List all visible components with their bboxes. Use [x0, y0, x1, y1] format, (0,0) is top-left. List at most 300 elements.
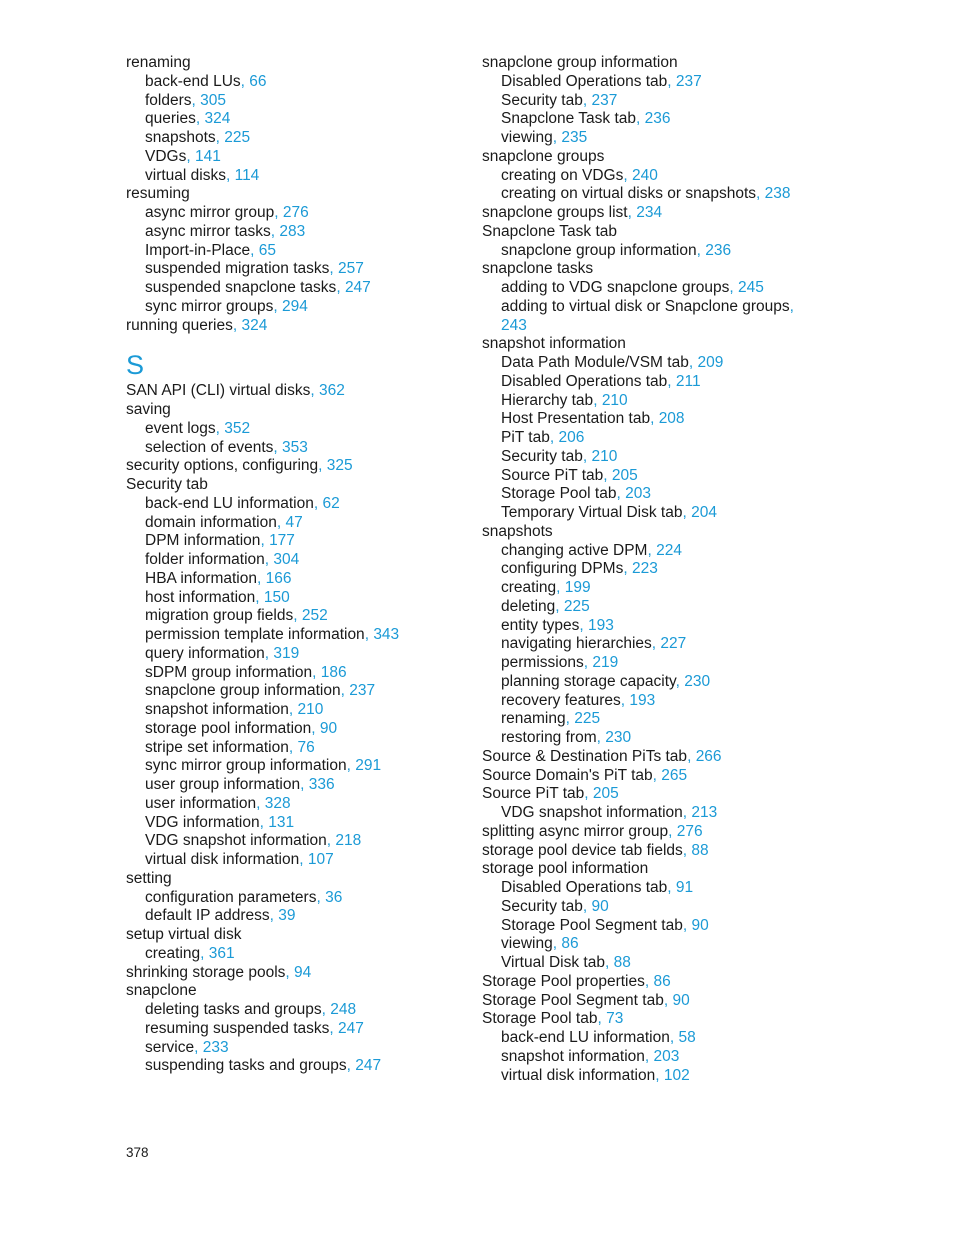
page-link[interactable]: 90 [672, 991, 690, 1009]
page-link[interactable]: 257 [338, 260, 364, 278]
index-term: sync mirror group information [145, 757, 347, 775]
page-separator: , [682, 841, 692, 859]
index-entry [482, 992, 922, 1011]
page-separator: , [346, 1057, 356, 1075]
index-subentry [482, 617, 922, 636]
page-separator: , [326, 832, 336, 850]
index-term: recovery features [501, 691, 621, 709]
index-subentry [126, 167, 456, 186]
page-link[interactable]: 238 [764, 185, 791, 203]
index-term: SAN API (CLI) virtual disks [126, 382, 311, 400]
page-link[interactable]: 205 [592, 785, 619, 803]
index-subentry [482, 392, 922, 411]
page-link[interactable]: 193 [629, 691, 656, 709]
page-separator: , [668, 822, 677, 840]
page-link[interactable]: 210 [601, 391, 628, 409]
page-link[interactable]: 65 [258, 241, 276, 259]
page-separator: , [336, 279, 345, 296]
index-entry [126, 926, 456, 945]
page-separator: , [256, 794, 265, 812]
index-term: Snapclone Task tab [501, 110, 637, 128]
page-link[interactable]: 86 [653, 972, 671, 990]
page-link[interactable]: 328 [264, 794, 291, 812]
page-link[interactable]: 361 [208, 944, 235, 962]
index-subentry [482, 654, 922, 673]
index-term: Storage Pool Segment tab [501, 916, 683, 934]
index-subentry [126, 298, 456, 317]
index-term: configuring DPMs [501, 560, 624, 578]
page-link[interactable]: 325 [326, 457, 353, 475]
index-term: domain information [145, 513, 277, 531]
page-separator: , [549, 429, 559, 446]
index-entry [126, 382, 456, 401]
page-separator: , [655, 1066, 664, 1084]
index-entry [482, 785, 922, 804]
index-term: folder information [145, 551, 265, 568]
index-entry [482, 204, 922, 223]
page-separator: , [663, 991, 673, 1009]
page-link[interactable]: 304 [273, 551, 300, 568]
index-term: snapclone tasks [482, 260, 594, 278]
index-term: Source PiT tab [482, 785, 585, 803]
page-link[interactable]: 224 [656, 541, 682, 559]
page-link[interactable]: 90 [319, 719, 338, 737]
page-link[interactable]: 205 [611, 466, 638, 484]
index-subentry [482, 167, 922, 186]
index-term: creating on VDGs [501, 166, 624, 184]
index-term: snapshot information [145, 701, 289, 718]
index-term: snapclone group information [501, 241, 697, 259]
index-term: service [145, 1038, 195, 1056]
page-separator: , [346, 757, 356, 775]
index-entry [482, 767, 922, 786]
page-link[interactable]: 343 [373, 626, 400, 643]
page-separator: , [582, 447, 592, 465]
index-term: VDG information [145, 813, 260, 831]
page-link[interactable]: 219 [592, 654, 619, 671]
page-link[interactable]: 362 [318, 382, 345, 400]
page-link[interactable]: 114 [234, 166, 260, 184]
index-term: async mirror group [145, 204, 275, 221]
index-term: snapclone groups [482, 147, 605, 165]
index-term: snapclone group information [482, 54, 678, 71]
page-link[interactable]: 36 [325, 888, 343, 906]
page-separator: , [789, 297, 794, 315]
page-separator: , [259, 813, 269, 831]
page-link[interactable]: 237 [349, 682, 376, 700]
page-separator: , [565, 710, 575, 728]
index-subentry [482, 485, 922, 504]
index-subentry [126, 204, 456, 223]
index-subentry [126, 832, 456, 851]
index-term: permission template information [145, 626, 365, 643]
index-term: suspended snapclone tasks [145, 279, 337, 296]
index-subentry [126, 776, 456, 795]
index-term: Hierarchy tab [501, 391, 594, 409]
page-link[interactable]: 90 [591, 897, 609, 915]
page-link[interactable]: 76 [297, 738, 315, 756]
page-separator: , [652, 766, 662, 784]
index-term: PiT tab [501, 429, 550, 446]
index-term: folders [145, 91, 192, 109]
index-subentry [482, 185, 922, 204]
page-separator: , [318, 457, 327, 475]
page-link[interactable]: 243 [501, 316, 527, 334]
index-subentry [126, 110, 456, 129]
page-link[interactable]: 265 [661, 766, 688, 784]
index-subentry [482, 279, 922, 298]
index-term: Storage Pool tab [482, 1010, 598, 1028]
index-term: Temporary Virtual Disk tab [501, 504, 683, 521]
page-separator: , [616, 485, 626, 503]
index-subentry [482, 917, 922, 936]
page-separator: , [620, 691, 630, 709]
index-section-letter: S [126, 350, 145, 381]
page-separator: , [288, 738, 298, 756]
index-term: suspending tasks and groups [145, 1057, 347, 1075]
index-subentry [126, 1001, 456, 1020]
index-subentry [126, 439, 456, 458]
index-term: event logs [145, 419, 216, 437]
index-subentry [482, 504, 922, 523]
page-link[interactable]: 225 [563, 597, 590, 615]
index-subentry [482, 448, 922, 467]
page-link[interactable]: 88 [691, 841, 709, 859]
page-separator: , [667, 72, 676, 90]
page-link[interactable]: 276 [282, 204, 309, 221]
page-separator: , [552, 129, 562, 146]
page-separator: , [555, 597, 564, 615]
page-link[interactable]: 230 [605, 729, 632, 746]
page-link[interactable]: 237 [675, 72, 702, 90]
page-link[interactable]: 166 [265, 569, 292, 587]
index-subentry [126, 514, 456, 533]
index-term: async mirror tasks [145, 222, 271, 240]
page-link[interactable]: 102 [663, 1066, 690, 1084]
index-term: query information [145, 644, 265, 662]
index-subentry [126, 1020, 456, 1039]
index-subentry [482, 467, 922, 486]
page-separator: , [276, 513, 286, 531]
page-separator: , [329, 1019, 339, 1037]
index-term: snapclone group information [145, 682, 341, 700]
page-separator: , [273, 297, 282, 315]
page-separator: , [312, 663, 321, 681]
index-subentry [126, 589, 456, 608]
page-separator: , [340, 682, 350, 700]
index-term: navigating hierarchies [501, 635, 652, 653]
index-column-left [126, 54, 456, 1076]
index-term: Source PiT tab [501, 466, 604, 484]
index-term: stripe set information [145, 738, 289, 756]
page-link[interactable]: 230 [684, 672, 711, 690]
index-term: DPM information [145, 532, 261, 550]
index-term: permissions [501, 654, 584, 671]
index-subentry [482, 242, 922, 261]
page-link[interactable]: 203 [625, 485, 651, 503]
page-link[interactable]: 141 [194, 147, 221, 165]
page-link[interactable]: 39 [278, 907, 296, 925]
index-subentry [126, 907, 456, 926]
index-subentry [126, 148, 456, 167]
index-subentry [126, 420, 456, 439]
page-link[interactable]: 266 [695, 747, 722, 765]
page-link[interactable]: 86 [561, 935, 579, 953]
page-link[interactable]: 204 [691, 504, 717, 521]
index-term: viewing [501, 935, 553, 953]
page-separator: , [264, 551, 274, 568]
page-link[interactable]: 245 [737, 279, 764, 296]
page-link[interactable]: 91 [675, 879, 694, 896]
page-link[interactable]: 252 [301, 607, 328, 625]
page-link[interactable]: 233 [202, 1038, 229, 1056]
index-term: changing active DPM [501, 541, 648, 559]
index-subentry [482, 579, 922, 598]
page-link[interactable]: 186 [320, 663, 347, 681]
index-entry [126, 457, 456, 476]
page-link[interactable]: 203 [653, 1047, 680, 1065]
page-link[interactable]: 276 [676, 822, 703, 840]
page-link[interactable]: 283 [279, 222, 306, 240]
index-term: virtual disks [145, 166, 226, 184]
index-entry [126, 964, 456, 983]
page-separator: , [270, 222, 280, 240]
page-link[interactable]: 208 [658, 410, 685, 428]
page-separator: , [669, 1029, 679, 1046]
index-term: VDG snapshot information [145, 832, 327, 850]
page-separator: , [675, 672, 685, 690]
index-subentry [482, 598, 922, 617]
index-term: Storage Pool tab [501, 485, 617, 503]
page-link[interactable]: 62 [322, 494, 340, 512]
page-separator: , [636, 110, 645, 128]
index-term: running queries [126, 316, 233, 334]
page-link[interactable]: 73 [606, 1010, 624, 1028]
index-subentry [126, 129, 456, 148]
page-separator: , [215, 129, 225, 146]
index-subentry [126, 739, 456, 758]
index-term: storage pool information [145, 719, 312, 737]
page-separator: , [729, 279, 738, 296]
index-subentry [126, 682, 456, 701]
index-term: storage pool device tab fields [482, 841, 683, 859]
page-link[interactable]: 210 [591, 447, 618, 465]
page-separator: , [644, 1047, 654, 1065]
page-link[interactable]: 107 [307, 851, 334, 868]
page-link[interactable]: 90 [691, 916, 709, 934]
page-link[interactable]: 324 [241, 316, 268, 334]
page-separator: , [688, 354, 698, 371]
index-term: restoring from [501, 729, 597, 746]
index-subentry [126, 645, 456, 664]
page-link[interactable]: 235 [561, 129, 588, 146]
index-term: creating on virtual disks or snapshots [501, 185, 757, 203]
page-separator: , [604, 954, 614, 971]
page-separator: , [273, 438, 283, 456]
page-link[interactable]: 209 [697, 354, 724, 371]
page-separator: , [627, 204, 637, 221]
index-subentry [482, 410, 922, 429]
page-link[interactable]: 211 [675, 372, 701, 390]
page-link[interactable]: 247 [344, 279, 371, 296]
index-subentry [126, 532, 456, 551]
index-subentry [482, 729, 922, 748]
page-link[interactable]: 248 [330, 1001, 357, 1018]
page-link[interactable]: 213 [691, 804, 718, 821]
page-link[interactable]: 236 [644, 110, 671, 128]
page-link[interactable]: 227 [660, 635, 687, 653]
page-link[interactable]: 199 [564, 579, 591, 596]
index-entry [482, 335, 922, 354]
index-subentry [126, 626, 456, 645]
index-subentry [126, 551, 456, 570]
index-subentry [126, 223, 456, 242]
index-term: snapshots [145, 129, 216, 146]
page-link[interactable]: 94 [294, 963, 312, 981]
page-link[interactable]: 210 [297, 701, 324, 718]
page-separator: , [582, 91, 592, 109]
index-term: user information [145, 794, 257, 812]
index-entry [482, 523, 922, 542]
index-subentry [482, 373, 922, 392]
page-separator: , [293, 607, 302, 625]
page-link[interactable]: 225 [574, 710, 601, 728]
index-term: back-end LU information [145, 494, 314, 512]
index-subentry [126, 720, 456, 739]
page-separator: , [257, 569, 266, 587]
index-term: adding to virtual disk or Snapclone groups [501, 297, 790, 315]
page-separator: , [596, 729, 606, 746]
page-link[interactable]: 177 [269, 532, 295, 550]
index-subentry [126, 664, 456, 683]
index-term: HBA information [145, 569, 257, 587]
page-separator: , [667, 372, 676, 390]
page-link[interactable]: 193 [588, 616, 614, 634]
index-subentry [126, 757, 456, 776]
index-term: storage pool information [482, 860, 649, 878]
page-separator: , [195, 110, 205, 128]
page-separator: , [682, 504, 692, 521]
page-separator: , [682, 804, 692, 821]
index-subentry [482, 542, 922, 561]
index-term: deleting tasks and groups [145, 1001, 322, 1018]
page-separator: , [556, 579, 565, 596]
page-link[interactable]: 225 [224, 129, 251, 146]
index-subentry [482, 635, 922, 654]
index-term: splitting async mirror group [482, 822, 669, 840]
index-subentry [126, 92, 456, 111]
index-entry [126, 54, 456, 73]
page-link[interactable]: 236 [705, 241, 732, 259]
index-term: sDPM group information [145, 663, 313, 681]
page-separator: , [696, 241, 706, 259]
page-link[interactable]: 305 [200, 91, 227, 109]
page-link[interactable]: 66 [249, 72, 267, 90]
index-term: Storage Pool Segment tab [482, 991, 664, 1009]
page-link[interactable]: 336 [308, 776, 335, 793]
page-separator: , [650, 410, 659, 428]
page-link[interactable]: 247 [338, 1019, 364, 1037]
index-column-right [482, 54, 922, 1085]
index-term: setup virtual disk [126, 926, 242, 943]
index-term: Data Path Module/VSM tab [501, 354, 689, 371]
page-link[interactable]: 240 [631, 166, 658, 184]
page-separator: , [250, 241, 259, 259]
page-separator: , [300, 776, 309, 793]
page-separator: , [321, 1001, 331, 1018]
index-term: Host Presentation tab [501, 410, 651, 428]
page-separator: , [582, 897, 592, 915]
index-subentry [126, 607, 456, 626]
page-link[interactable]: 319 [273, 644, 300, 662]
index-term: queries [145, 110, 196, 128]
page-link[interactable]: 206 [558, 429, 585, 446]
page-separator: , [583, 654, 593, 671]
index-term: deleting [501, 597, 556, 615]
index-entry [482, 260, 922, 279]
index-entry [482, 748, 922, 767]
page-link[interactable]: 88 [613, 954, 631, 971]
page-link[interactable]: 234 [636, 204, 663, 221]
index-term: suspended migration tasks [145, 260, 330, 278]
page-separator: , [623, 560, 632, 578]
page-link[interactable]: 150 [263, 588, 290, 606]
index-entry [126, 401, 456, 420]
page-link[interactable]: 352 [224, 419, 251, 437]
index-subentry [482, 429, 922, 448]
index-term: virtual disk information [145, 851, 300, 868]
index-term: shrinking storage pools [126, 963, 286, 981]
page-link[interactable]: 353 [282, 438, 308, 456]
page-link[interactable]: 223 [631, 560, 658, 578]
index-term: creating [145, 944, 201, 962]
page-separator: , [269, 907, 279, 925]
page-link[interactable]: 47 [285, 513, 303, 531]
page-link[interactable]: 291 [355, 757, 382, 775]
index-subentry [482, 935, 922, 954]
index-subentry [482, 1067, 922, 1086]
index-term: sync mirror groups [145, 297, 274, 315]
page-link[interactable]: 131 [268, 813, 295, 831]
index-term: planning storage capacity [501, 672, 676, 690]
page-link[interactable]: 218 [335, 832, 362, 850]
index-term: resuming suspended tasks [145, 1019, 330, 1037]
page-link[interactable]: 247 [355, 1057, 382, 1075]
page-separator: , [687, 747, 696, 765]
index-term: back-end LU information [501, 1029, 670, 1046]
page-separator: , [364, 626, 374, 643]
index-term: VDG snapshot information [501, 804, 683, 821]
page-separator: , [299, 851, 308, 868]
index-subentry [482, 1029, 922, 1048]
index-subentry [126, 279, 456, 298]
index-entry [482, 1010, 922, 1029]
index-term: virtual disk information [501, 1066, 656, 1084]
index-term: Security tab [501, 897, 583, 915]
index-term: Import-in-Place [145, 241, 251, 259]
index-subentry [482, 879, 922, 898]
page-separator: , [194, 1038, 203, 1056]
index-subentry [482, 73, 922, 92]
page-link[interactable]: 324 [204, 110, 231, 128]
page-link[interactable]: 237 [591, 91, 618, 109]
index-subentry [126, 570, 456, 589]
index-entry [482, 148, 922, 167]
index-term: back-end LUs [145, 72, 241, 90]
page-link[interactable]: 58 [678, 1029, 696, 1046]
page-link[interactable]: 294 [281, 297, 308, 315]
page-separator: , [603, 466, 612, 484]
